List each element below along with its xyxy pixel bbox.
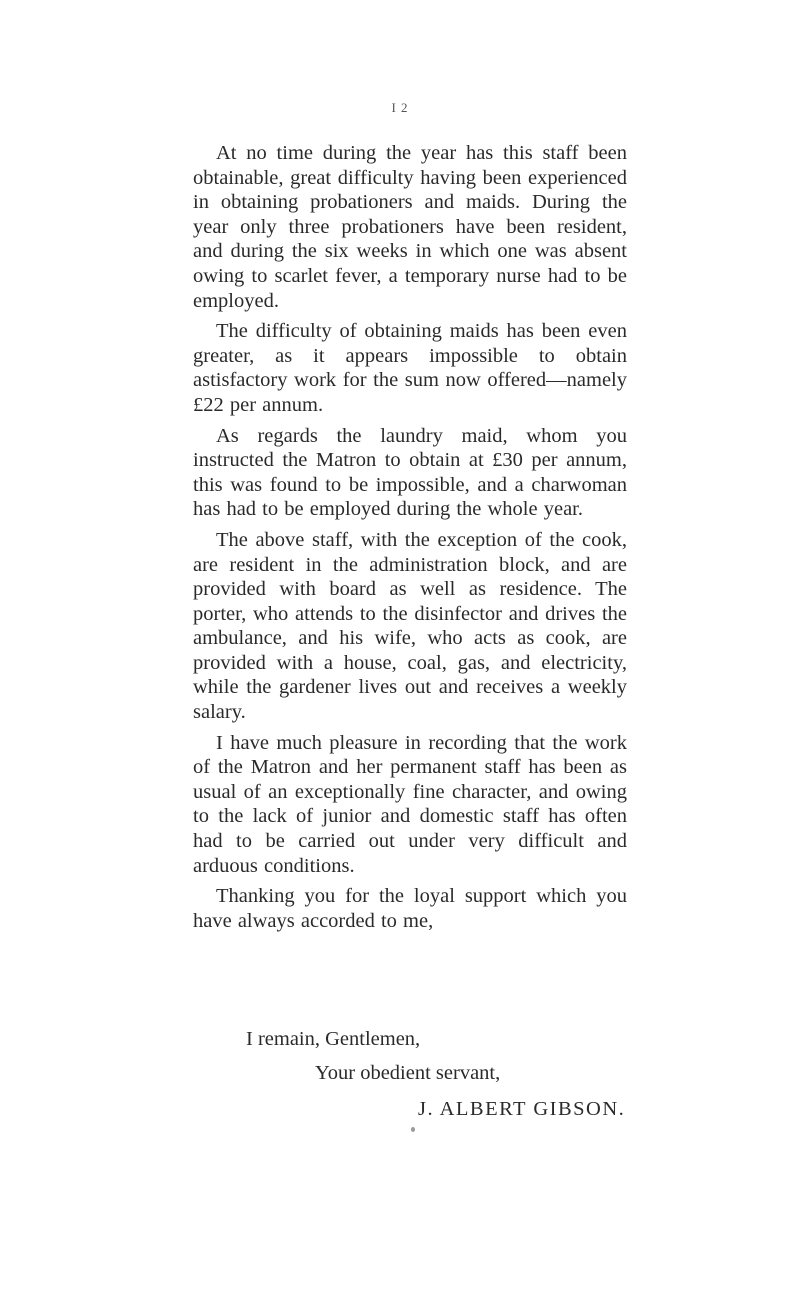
paragraph-staff-availability: At no time during the year has this staff been obtainable, great difficulty having been experienced in obtaining probationers and maids. During the year only three probationers have been resident, and during the six weeks in which one was absent owing to scarlet fever, a temporary nurse had to be employed. [193,142,627,312]
paragraph-residence: The above staff, with the exception of the cook, are resident in the administration block, and are provided with board as well as residence. The porter, who attends to the disinfector and drives the ambulance, and his wife, who acts as cook, are provided with a house, coal, gas, and electricity, while the gardener lives out and receives a weekly salary. [193,528,627,724]
letter-body [193,141,627,939]
closing-salutation: I remain, Gentlemen, [246,1028,421,1050]
paragraph-thanks: Thanking you for the loyal support which you have always accorded to me, [193,885,627,932]
paragraph-matron-praise: I have much pleasure in recording that the work of the Matron and her permanent staff has been as usual of an exceptionally fine character, and owing to the lack of junior and domestic staff has often had to be carried out under very difficult and arduous conditions. [193,731,627,877]
ink-speck [411,1127,415,1132]
paragraph-laundry-maid: As regards the laundry maid, whom you instructed the Matron to obtain at £30 per annum, this was found to be impossible, and a charwoman has had to be employed during the whole year. [193,424,627,521]
signature: J. ALBERT GIBSON. [418,1098,626,1120]
paragraph-maids-difficulty: The difficulty of obtaining maids has been even greater, as it appears impossible to obtain astisfactory work for the sum now offered—namely £22 per annum. [193,320,627,416]
page-number: I 2 [391,100,409,115]
closing-servant: Your obedient servant, [315,1062,501,1084]
